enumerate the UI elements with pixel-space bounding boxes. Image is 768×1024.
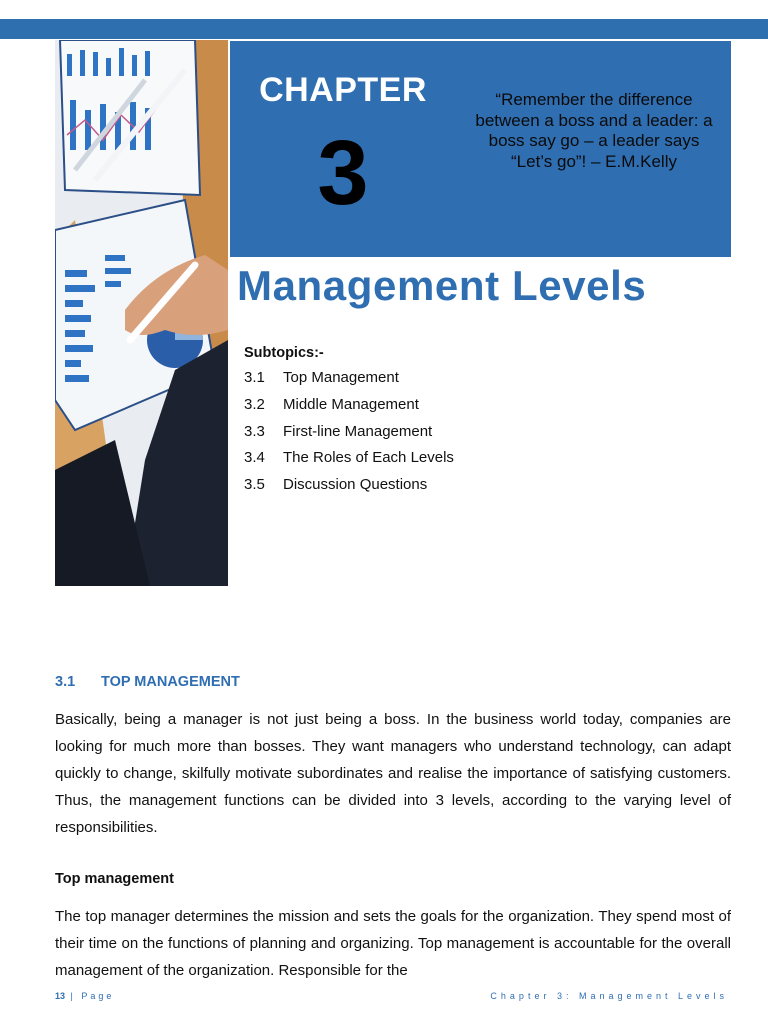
subtopic-item [244,423,454,450]
body-paragraph-top-management: The top manager determines the mission and sets the goals for the organization. They spend most of their time on the functions of planning and organizing. Top management is accountable for the overall management of the organization. Responsible for the [55,908,731,979]
subtopic-item [244,476,454,503]
subtopics-list [244,345,454,503]
footer-running-title: Chapter 3: Management Levels [490,991,728,1001]
page-label: | Page [70,991,115,1001]
subtopic-label: The Roles of Each Levels [283,449,454,467]
subtopic-label: Top Management [283,369,399,386]
page-title: Management Levels [237,262,647,309]
section-number: 3.1 [55,674,76,690]
chapter-label: CHAPTER [259,71,427,109]
cover-photo-charts [55,40,228,586]
subtopic-number: 3.5 [244,476,265,494]
chapter-number: 3 [317,122,369,224]
chapter-header-box [230,41,731,257]
subsection-heading: Top management [55,871,174,887]
subtopic-number: 3.2 [244,395,265,413]
footer-page-number [55,991,114,1001]
subtopics-heading: Subtopics:- [244,345,324,361]
subtopic-item [244,449,454,476]
page-number: 13 [55,991,66,1001]
body-paragraph-intro: Basically, being a manager is not just being a boss. In the business world today, companies are looking for much more than bosses. They want managers who understand technology, can adapt quickly to change, skilfully motivate subordinates and realise the importance of satisfying customers. Thus, the management functions can be divided into 3 levels, according to the varying level of responsibilities. [55,711,731,836]
subtopic-label: Middle Management [283,395,419,413]
subtopic-label: First-line Management [283,422,433,440]
subtopic-item [244,369,454,396]
section-title: TOP MANAGEMENT [101,674,240,690]
subtopic-number: 3.3 [244,422,265,440]
subtopic-number: 3.1 [244,369,265,386]
subtopic-label: Discussion Questions [283,476,428,494]
section-heading [55,674,240,690]
subtopic-item [244,396,454,423]
top-accent-bar [0,19,768,39]
subtopic-number: 3.4 [244,449,265,467]
chapter-quote: “Remember the difference between a boss and a leader: a boss say go – a leader says “Let’s go”! – E.M.Kelly [475,90,713,171]
